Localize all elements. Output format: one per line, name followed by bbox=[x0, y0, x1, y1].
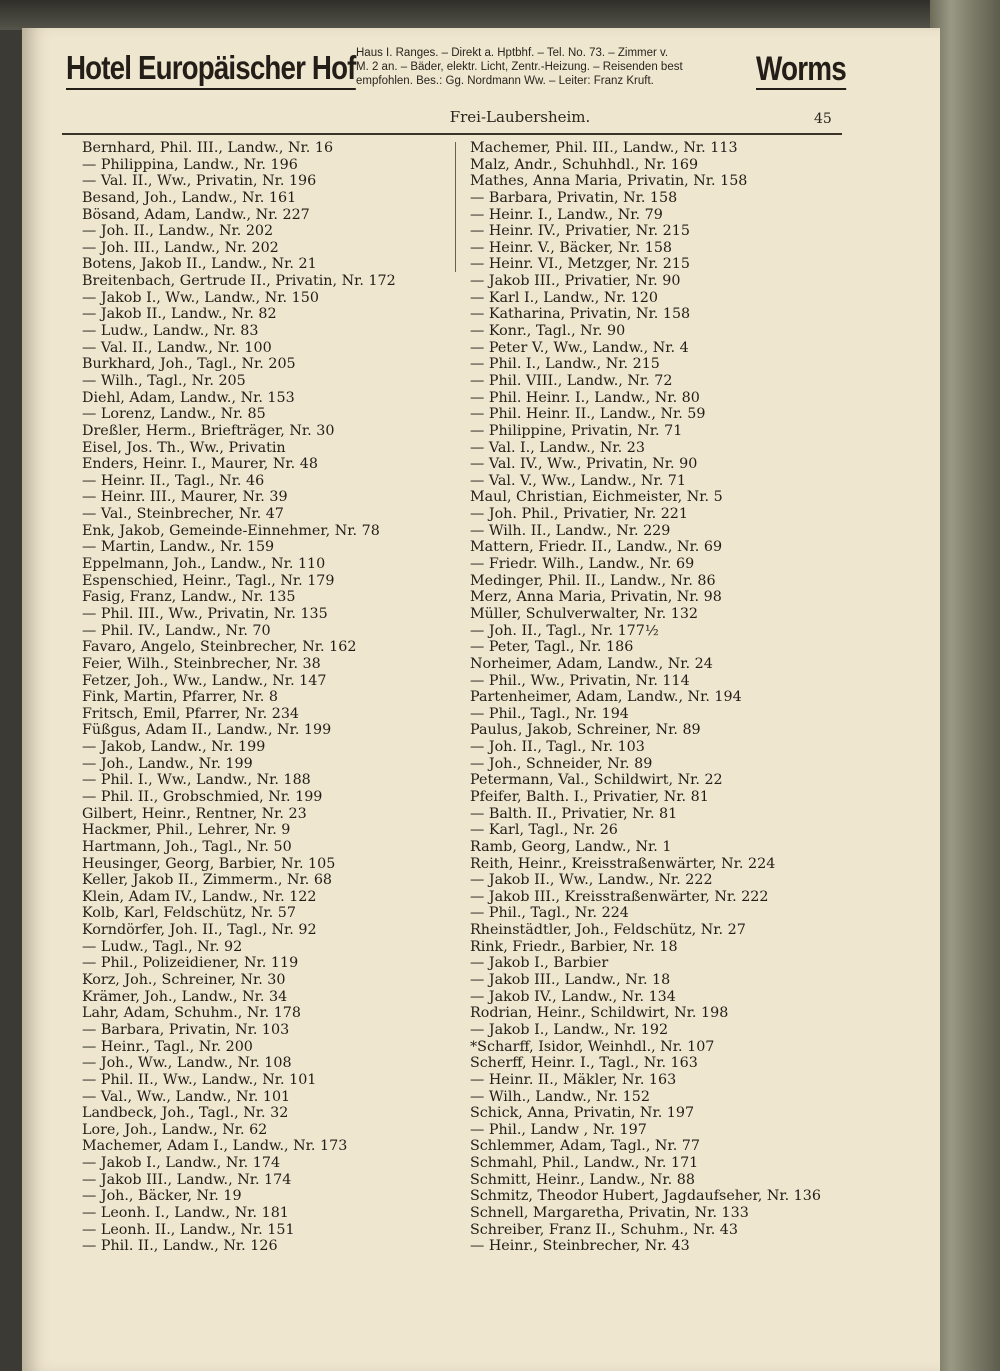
directory-entry: Schmitz, Theodor Hubert, Jagdaufseher, Nr. 136 bbox=[470, 1188, 821, 1205]
header-rule bbox=[62, 133, 842, 135]
directory-entry: Favaro, Angelo, Steinbrecher, Nr. 162 bbox=[82, 639, 357, 656]
ad-line: M. 2 an. – Bäder, elektr. Licht, Zentr.-Heizung. – Reisenden best bbox=[356, 61, 683, 73]
directory-entry: Mattern, Friedr. II., Landw., Nr. 69 bbox=[470, 539, 723, 556]
directory-entry: — Joh., Landw., Nr. 199 bbox=[82, 755, 253, 772]
directory-entry: Burkhard, Joh., Tagl., Nr. 205 bbox=[82, 356, 296, 373]
ad-city-name: Worms bbox=[756, 50, 846, 88]
directory-entry: — Heinr. IV., Privatier, Nr. 215 bbox=[470, 223, 690, 240]
directory-entry: — Val., Ww., Landw., Nr. 101 bbox=[82, 1088, 291, 1105]
directory-entry: Eppelmann, Joh., Landw., Nr. 110 bbox=[82, 556, 326, 573]
directory-entry: Norheimer, Adam, Landw., Nr. 24 bbox=[470, 655, 713, 672]
directory-entry: Medinger, Phil. II., Landw., Nr. 86 bbox=[470, 572, 716, 589]
ad-line: Haus I. Ranges. – Direkt a. Hptbhf. – Tel. No. 73. – Zimmer v. bbox=[356, 47, 669, 59]
book-page-edges bbox=[930, 0, 1000, 1371]
directory-entry: Korndörfer, Joh. II., Tagl., Nr. 92 bbox=[82, 922, 317, 939]
directory-entry: — Wilh. II., Landw., Nr. 229 bbox=[470, 522, 671, 539]
directory-entry: — Joh. III., Landw., Nr. 202 bbox=[82, 239, 279, 256]
directory-entry: Enk, Jakob, Gemeinde-Einnehmer, Nr. 78 bbox=[82, 522, 380, 539]
directory-entry: — Peter, Tagl., Nr. 186 bbox=[470, 639, 634, 656]
directory-entry: Besand, Joh., Landw., Nr. 161 bbox=[82, 189, 297, 206]
directory-entry: — Barbara, Privatin, Nr. 158 bbox=[470, 189, 678, 206]
directory-entry: — Phil. Heinr. I., Landw., Nr. 80 bbox=[470, 389, 700, 406]
directory-entry: — Phil. IV., Landw., Nr. 70 bbox=[82, 622, 271, 639]
ad-line: empfohlen. Bes.: Gg. Nordmann Ww. – Leiter: Franz Kruft. bbox=[356, 75, 654, 87]
directory-entry: — Jakob I., Landw., Nr. 192 bbox=[470, 1021, 669, 1038]
directory-entry: — Phil., Landw , Nr. 197 bbox=[470, 1121, 647, 1138]
directory-entry: — Joh., Schneider, Nr. 89 bbox=[470, 755, 653, 772]
directory-entry: Lahr, Adam, Schuhm., Nr. 178 bbox=[82, 1005, 301, 1022]
directory-entry: Rink, Friedr., Barbier, Nr. 18 bbox=[470, 938, 678, 955]
directory-entry: Füßgus, Adam II., Landw., Nr. 199 bbox=[82, 722, 332, 739]
directory-entry: — Wilh., Landw., Nr. 152 bbox=[470, 1088, 650, 1105]
directory-entry: Korz, Joh., Schreiner, Nr. 30 bbox=[82, 972, 286, 989]
directory-entry: Bernhard, Phil. III., Landw., Nr. 16 bbox=[82, 140, 334, 156]
directory-entry: Krämer, Joh., Landw., Nr. 34 bbox=[82, 988, 288, 1005]
directory-entry: — Phil. II., Ww., Landw., Nr. 101 bbox=[82, 1071, 317, 1088]
directory-entry: — Phil., Polizeidiener, Nr. 119 bbox=[82, 955, 299, 972]
directory-entry: — Heinr., Tagl., Nr. 200 bbox=[82, 1038, 253, 1055]
directory-entry: Schlemmer, Adam, Tagl., Nr. 77 bbox=[470, 1138, 700, 1155]
directory-entry: Scherff, Heinr. I., Tagl., Nr. 163 bbox=[470, 1055, 698, 1072]
directory-entry: *Scharff, Isidor, Weinhdl., Nr. 107 bbox=[470, 1038, 715, 1055]
directory-entry: Partenheimer, Adam, Landw., Nr. 194 bbox=[470, 689, 742, 706]
directory-entry: — Jakob I., Ww., Landw., Nr. 150 bbox=[82, 289, 319, 306]
directory-entry: — Joh., Ww., Landw., Nr. 108 bbox=[82, 1055, 292, 1072]
directory-entry: Klein, Adam IV., Landw., Nr. 122 bbox=[82, 888, 317, 905]
directory-entry: — Phil. II., Landw., Nr. 126 bbox=[82, 1238, 278, 1255]
directory-entry: Machemer, Adam I., Landw., Nr. 173 bbox=[82, 1138, 348, 1155]
directory-entry: Botens, Jakob II., Landw., Nr. 21 bbox=[82, 256, 317, 273]
directory-entry: Keller, Jakob II., Zimmerm., Nr. 68 bbox=[82, 872, 333, 889]
place-heading: Frei-Laubersheim. bbox=[449, 108, 591, 126]
directory-entry: — Jakob I., Landw., Nr. 174 bbox=[82, 1155, 281, 1172]
directory-entry: — Peter V., Ww., Landw., Nr. 4 bbox=[470, 339, 689, 356]
directory-entry: — Philippina, Landw., Nr. 196 bbox=[82, 156, 298, 173]
directory-entry: Schnell, Margaretha, Privatin, Nr. 133 bbox=[470, 1205, 749, 1221]
directory-entry: Heusinger, Georg, Barbier, Nr. 105 bbox=[82, 855, 336, 872]
directory-entry: Reith, Heinr., Kreisstraßenwärter, Nr. 224 bbox=[470, 855, 776, 872]
directory-entry: — Phil., Tagl., Nr. 194 bbox=[470, 705, 629, 722]
directory-entry: Ramb, Georg, Landw., Nr. 1 bbox=[470, 838, 672, 855]
page-number: 45 bbox=[814, 111, 832, 127]
directory-entry: — Jakob III., Privatier, Nr. 90 bbox=[470, 273, 681, 290]
hotel-advertisement bbox=[66, 44, 846, 106]
directory-entry: — Jakob III., Kreisstraßenwärter, Nr. 222 bbox=[470, 888, 769, 905]
directory-entry: Hackmer, Phil., Lehrer, Nr. 9 bbox=[82, 822, 291, 839]
directory-entry: — Phil. I., Ww., Landw., Nr. 188 bbox=[82, 772, 311, 789]
directory-entry: Enders, Heinr. I., Maurer, Nr. 48 bbox=[82, 456, 318, 473]
directory-entry: — Heinr. I., Landw., Nr. 79 bbox=[470, 206, 663, 223]
directory-entry: — Jakob III., Landw., Nr. 18 bbox=[470, 972, 671, 989]
directory-entry: — Leonh. I., Landw., Nr. 181 bbox=[82, 1205, 289, 1221]
directory-entry: — Jakob I., Barbier bbox=[470, 955, 609, 972]
directory-entry: — Val. V., Ww., Landw., Nr. 71 bbox=[470, 472, 686, 489]
column-divider bbox=[455, 142, 456, 272]
directory-entry: — Joh. Phil., Privatier, Nr. 221 bbox=[470, 506, 688, 523]
directory-entry: — Val. IV., Ww., Privatin, Nr. 90 bbox=[470, 456, 698, 473]
directory-entry: Eisel, Jos. Th., Ww., Privatin bbox=[82, 439, 286, 456]
directory-entry: Diehl, Adam, Landw., Nr. 153 bbox=[82, 389, 295, 406]
directory-entry: — Ludw., Landw., Nr. 83 bbox=[82, 323, 259, 340]
directory-entry: Paulus, Jakob, Schreiner, Nr. 89 bbox=[470, 722, 701, 739]
directory-entry: — Phil. III., Ww., Privatin, Nr. 135 bbox=[82, 605, 328, 622]
directory-entry: Schmitt, Heinr., Landw., Nr. 88 bbox=[470, 1171, 695, 1188]
directory-entry: — Phil., Ww., Privatin, Nr. 114 bbox=[470, 672, 690, 689]
directory-entry: — Heinr., Steinbrecher, Nr. 43 bbox=[470, 1238, 690, 1255]
directory-entry: — Lorenz, Landw., Nr. 85 bbox=[82, 406, 266, 423]
directory-entry: — Jakob III., Landw., Nr. 174 bbox=[82, 1171, 292, 1188]
directory-entry: Maul, Christian, Eichmeister, Nr. 5 bbox=[470, 489, 723, 506]
directory-entry: — Katharina, Privatin, Nr. 158 bbox=[470, 306, 691, 323]
directory-entry: Bösand, Adam, Landw., Nr. 227 bbox=[82, 206, 310, 223]
right-column-entries bbox=[470, 140, 821, 1255]
directory-entry: — Phil. VIII., Landw., Nr. 72 bbox=[470, 372, 673, 389]
directory-entry: — Konr., Tagl., Nr. 90 bbox=[470, 323, 626, 340]
directory-entry: — Joh. II., Tagl., Nr. 103 bbox=[470, 739, 645, 756]
directory-entry: — Phil., Tagl., Nr. 224 bbox=[470, 905, 629, 922]
directory-entry: Merz, Anna Maria, Privatin, Nr. 98 bbox=[470, 589, 722, 606]
directory-entry: — Ludw., Tagl., Nr. 92 bbox=[82, 938, 243, 955]
directory-entry: — Leonh. II., Landw., Nr. 151 bbox=[82, 1221, 295, 1238]
directory-entry: — Balth. II., Privatier, Nr. 81 bbox=[470, 805, 678, 822]
directory-entry: Gilbert, Heinr., Rentner, Nr. 23 bbox=[82, 805, 307, 822]
directory-entry: — Val. II., Landw., Nr. 100 bbox=[82, 339, 272, 356]
directory-entry: — Joh. II., Tagl., Nr. 177½ bbox=[470, 622, 659, 639]
directory-entry: Schreiber, Franz II., Schuhm., Nr. 43 bbox=[470, 1221, 739, 1238]
directory-entry: — Karl I., Landw., Nr. 120 bbox=[470, 289, 658, 306]
directory-entry: Fasig, Franz, Landw., Nr. 135 bbox=[82, 589, 296, 606]
directory-entry: — Jakob, Landw., Nr. 199 bbox=[82, 739, 266, 756]
directory-entry: Espenschied, Heinr., Tagl., Nr. 179 bbox=[82, 572, 335, 589]
directory-entry: Kolb, Karl, Feldschütz, Nr. 57 bbox=[82, 905, 296, 922]
directory-entry: — Jakob IV., Landw., Nr. 134 bbox=[470, 988, 676, 1005]
directory-entry: Malz, Andr., Schuhhdl., Nr. 169 bbox=[470, 156, 699, 173]
directory-entry: Machemer, Phil. III., Landw., Nr. 113 bbox=[470, 140, 738, 156]
directory-entry: — Phil. I., Landw., Nr. 215 bbox=[470, 356, 660, 373]
directory-entry: — Joh., Bäcker, Nr. 19 bbox=[82, 1188, 242, 1205]
directory-entry: Breitenbach, Gertrude II., Privatin, Nr. 172 bbox=[82, 273, 396, 290]
directory-entry: Fritsch, Emil, Pfarrer, Nr. 234 bbox=[82, 705, 300, 722]
directory-entry: — Jakob II., Ww., Landw., Nr. 222 bbox=[470, 872, 713, 889]
directory-entry: — Heinr. V., Bäcker, Nr. 158 bbox=[470, 239, 673, 256]
directory-entry: — Martin, Landw., Nr. 159 bbox=[82, 539, 275, 556]
directory-entry: — Joh. II., Landw., Nr. 202 bbox=[82, 223, 274, 240]
directory-entry: Hartmann, Joh., Tagl., Nr. 50 bbox=[82, 838, 292, 855]
directory-entry: — Val. I., Landw., Nr. 23 bbox=[470, 439, 645, 456]
ad-hotel-name: Hotel Europäischer Hof bbox=[66, 48, 356, 90]
directory-entry: — Val. II., Ww., Privatin, Nr. 196 bbox=[82, 173, 317, 190]
directory-entry: Rodrian, Heinr., Schildwirt, Nr. 198 bbox=[470, 1005, 729, 1022]
directory-entry: — Heinr. II., Tagl., Nr. 46 bbox=[82, 472, 265, 489]
directory-entry: — Wilh., Tagl., Nr. 205 bbox=[82, 372, 246, 389]
directory-entry: — Jakob II., Landw., Nr. 82 bbox=[82, 306, 277, 323]
directory-entry: Landbeck, Joh., Tagl., Nr. 32 bbox=[82, 1105, 289, 1122]
left-column-entries bbox=[82, 140, 396, 1255]
directory-entry: Fetzer, Joh., Ww., Landw., Nr. 147 bbox=[82, 672, 327, 689]
directory-entry: — Philippine, Privatin, Nr. 71 bbox=[470, 422, 683, 439]
directory-entry: — Karl, Tagl., Nr. 26 bbox=[470, 822, 618, 839]
directory-entry: Feier, Wilh., Steinbrecher, Nr. 38 bbox=[82, 655, 321, 672]
directory-entry: Müller, Schulverwalter, Nr. 132 bbox=[470, 605, 699, 622]
book-top-strip bbox=[0, 0, 1000, 30]
directory-entry: — Phil. Heinr. II., Landw., Nr. 59 bbox=[470, 406, 706, 423]
directory-entry: — Friedr. Wilh., Landw., Nr. 69 bbox=[470, 556, 695, 573]
directory-entry: Lore, Joh., Landw., Nr. 62 bbox=[82, 1121, 268, 1138]
directory-entry: — Heinr. III., Maurer, Nr. 39 bbox=[82, 489, 288, 506]
directory-entry: Petermann, Val., Schildwirt, Nr. 22 bbox=[470, 772, 723, 789]
directory-entry: Mathes, Anna Maria, Privatin, Nr. 158 bbox=[470, 173, 748, 190]
directory-entry: — Val., Steinbrecher, Nr. 47 bbox=[82, 506, 284, 523]
directory-entry: Pfeifer, Balth. I., Privatier, Nr. 81 bbox=[470, 788, 709, 805]
directory-entry: Rheinstädtler, Joh., Feldschütz, Nr. 27 bbox=[470, 922, 746, 939]
directory-entry: — Barbara, Privatin, Nr. 103 bbox=[82, 1021, 290, 1038]
directory-entry: Schmahl, Phil., Landw., Nr. 171 bbox=[470, 1155, 699, 1172]
directory-entry: Fink, Martin, Pfarrer, Nr. 8 bbox=[82, 689, 278, 706]
directory-entry: — Phil. II., Grobschmied, Nr. 199 bbox=[82, 788, 323, 805]
directory-entry: — Heinr. VI., Metzger, Nr. 215 bbox=[470, 256, 691, 273]
directory-entry: Dreßler, Herm., Briefträger, Nr. 30 bbox=[82, 422, 335, 439]
directory-entry: — Heinr. II., Mäkler, Nr. 163 bbox=[470, 1071, 677, 1088]
directory-entry: Schick, Anna, Privatin, Nr. 197 bbox=[470, 1105, 695, 1122]
